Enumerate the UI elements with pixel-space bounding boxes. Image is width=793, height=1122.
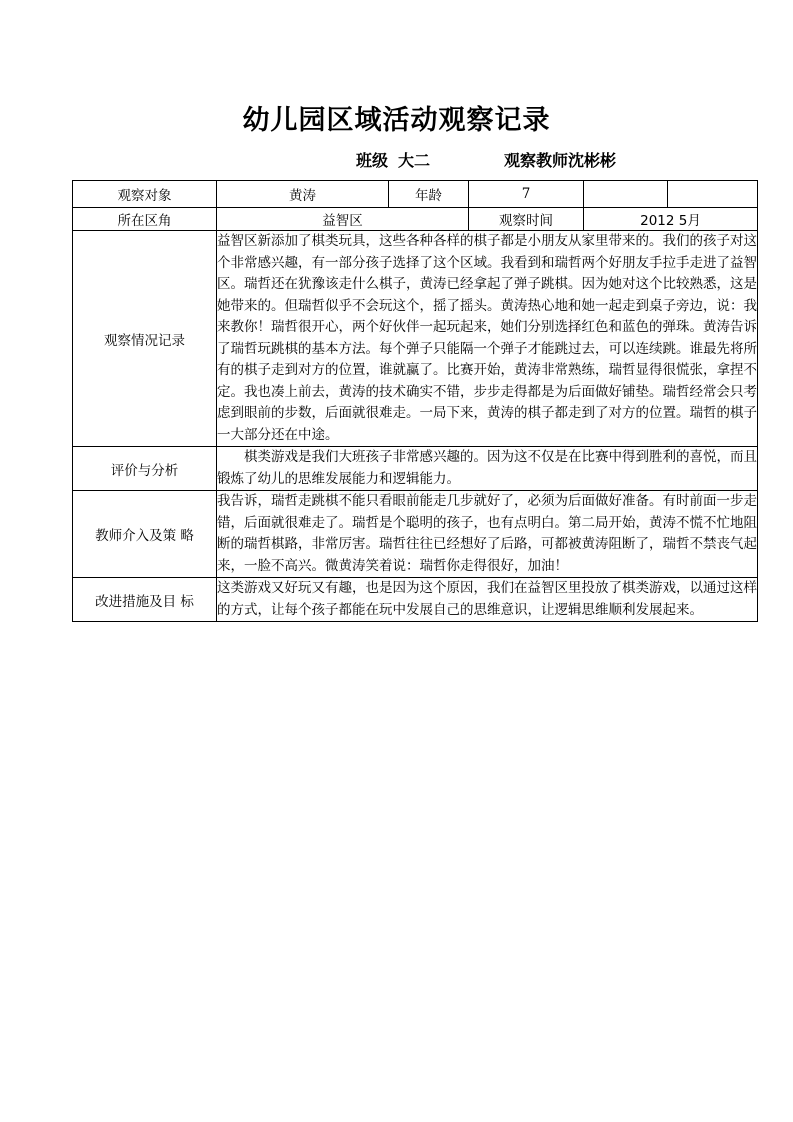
intervention-label: 教师介入及策 略 (73, 491, 217, 578)
time-label: 观察时间 (469, 208, 584, 231)
table-row-improvement (73, 578, 758, 622)
class-value: 大二 (398, 151, 431, 170)
table-row-subject (73, 181, 758, 208)
improvement-label: 改进措施及目 标 (73, 578, 217, 622)
empty-cell (584, 181, 668, 208)
class-info (356, 148, 430, 171)
time-value: 2012 5月 (584, 208, 758, 231)
table-row-evaluation (73, 447, 758, 491)
observation-text: 益智区新添加了棋类玩具，这些各种各样的棋子都是小朋友从家里带来的。我们的孩子对这个非常感兴趣，有一部分孩子选择了这个区域。我看到和瑞哲两个好朋友手拉手走进了益智区。瑞哲还在犹豫该走什么棋子，黄涛已经拿起了弹子跳棋。因为她对这个比较熟悉，这是她带来的。但瑞哲似乎不会玩这个，摇了摇头。黄涛热心地和她一起走到桌子旁边，说：我来教你！瑞哲很开心，两个好伙伴一起玩起来，她们分别选择红色和蓝色的弹珠。黄涛告诉了瑞哲玩跳棋的基本方法。每个弹子只能隔一个弹子才能跳过去，可以连续跳。谁最先将所有的棋子走到对方的位置，谁就赢了。比赛开始，黄涛非常熟练，瑞哲显得很慌张，拿捏不定。我也凑上前去，黄涛的技术确实不错，步步走得都是为后面做好铺垫。瑞哲经常会只考虑到眼前的步数，后面就很难走。一局下来，黄涛的棋子都走到了对方的位置。瑞哲的棋子一大部分还在中途。 (217, 231, 758, 447)
intervention-text: 我告诉，瑞哲走跳棋不能只看眼前能走几步就好了，必须为后面做好准备。有时前面一步走错，后面就很难走了。瑞哲是个聪明的孩子，也有点明白。第二局开始，黄涛不慌不忙地阻断的瑞哲棋路，非常厉害。瑞哲往往已经想好了后路，可都被黄涛阻断了，瑞哲不禁丧气起来，一脸不高兴。微黄涛笑着说：瑞哲你走得很好，加油！ (217, 491, 758, 578)
age-value: 7 (469, 181, 584, 208)
area-label: 所在区角 (73, 208, 217, 231)
teacher-label: 观察教师 (504, 151, 569, 170)
evaluation-label: 评价与分析 (73, 447, 217, 491)
observation-label: 观察情况记录 (73, 231, 217, 447)
age-label: 年龄 (389, 181, 469, 208)
table-row-area (73, 208, 758, 231)
table-row-observation (73, 231, 758, 447)
observation-table (72, 180, 758, 622)
page-title: 幼儿园区域活动观察记录 (242, 105, 551, 136)
teacher-value: 沈彬彬 (568, 151, 617, 170)
class-label: 班级 (356, 151, 389, 170)
empty-cell (668, 181, 758, 208)
teacher-info (504, 148, 616, 171)
area-value: 益智区 (217, 208, 469, 231)
evaluation-text: 棋类游戏是我们大班孩子非常感兴趣的。因为这不仅是在比赛中得到胜利的喜悦，而且锻炼了幼儿的思维发展能力和逻辑能力。 (217, 447, 758, 491)
subject-label: 观察对象 (73, 181, 217, 208)
subject-value: 黄涛 (217, 181, 389, 208)
improvement-text: 这类游戏又好玩又有趣，也是因为这个原因，我们在益智区里投放了棋类游戏，以通过这样的方式，让每个孩子都能在玩中发展自己的思维意识，让逻辑思维顺利发展起来。 (217, 578, 758, 622)
table-row-intervention (73, 491, 758, 578)
